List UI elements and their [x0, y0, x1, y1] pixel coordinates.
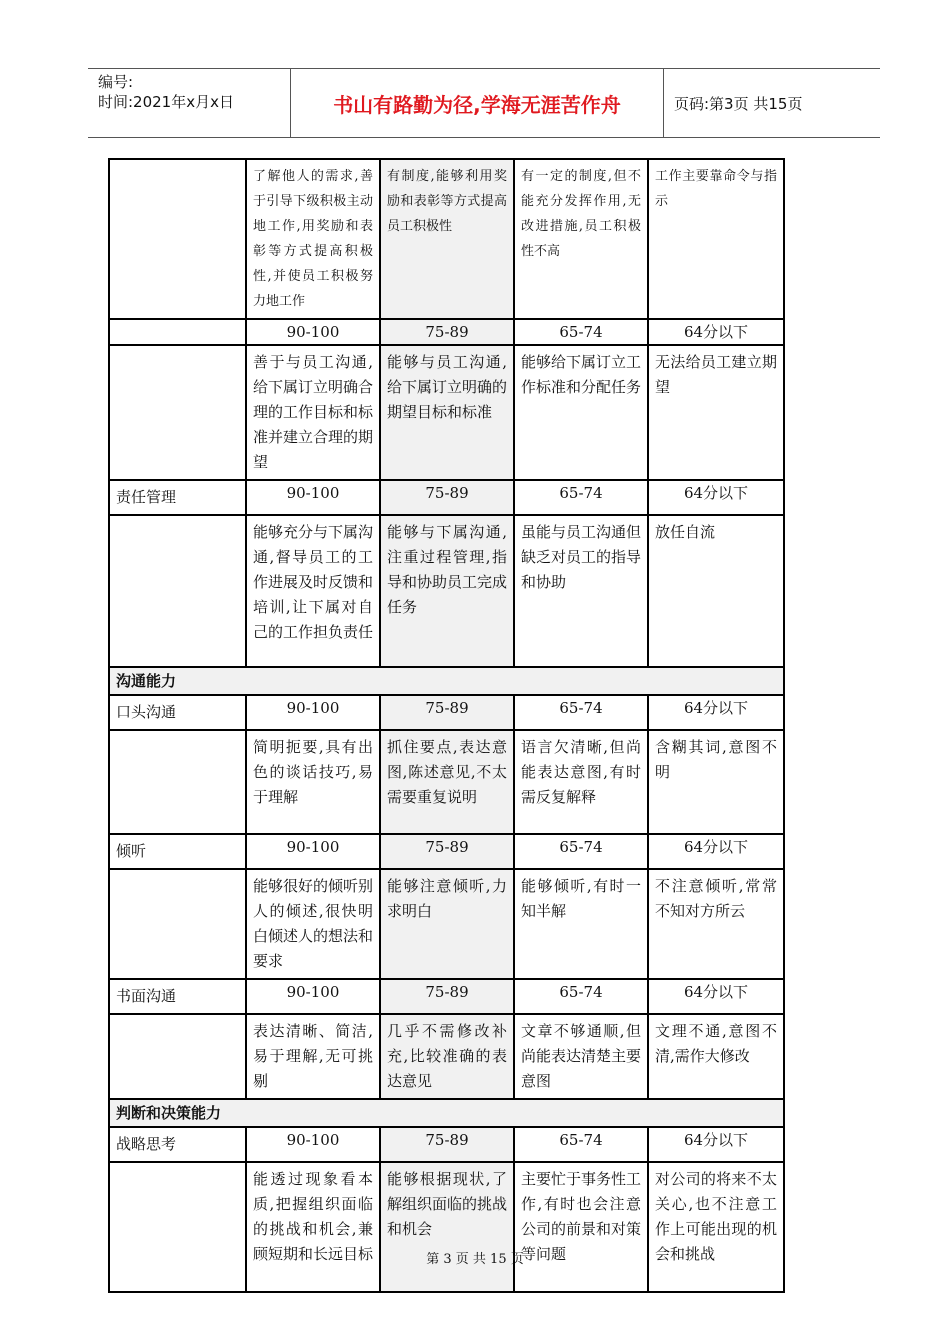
score-row — [109, 319, 784, 345]
category-heading: 沟通能力 — [109, 667, 784, 695]
criterion-label — [109, 869, 246, 979]
level-description-cell: 善于与员工沟通,给下属订立明确合理的工作目标和标准并建立合理的期望 — [246, 345, 380, 480]
score-range-cell: 75-89 — [380, 979, 514, 1014]
score-range-cell: 65-74 — [514, 979, 648, 1014]
score-row — [109, 979, 784, 1014]
score-range-cell: 90-100 — [246, 834, 380, 869]
score-range-cell: 90-100 — [246, 319, 380, 345]
document-number: 编号: — [98, 73, 134, 91]
criterion-label — [109, 345, 246, 480]
level-description-cell: 能够倾听,有时一知半解 — [514, 869, 648, 979]
level-description-cell: 语言欠清晰,但尚能表达意图,有时需反复解释 — [514, 730, 648, 834]
description-row — [109, 1162, 784, 1292]
score-range-cell: 65-74 — [514, 834, 648, 869]
score-range-cell: 75-89 — [380, 834, 514, 869]
level-description-cell: 简明扼要,具有出色的谈话技巧,易于理解 — [246, 730, 380, 834]
criterion-label: 书面沟通 — [109, 979, 246, 1014]
level-description-cell: 工作主要靠命令与指示 — [648, 159, 784, 319]
level-description-cell: 不注意倾听,常常不知对方所云 — [648, 869, 784, 979]
level-description-cell: 能够注意倾听,力求明白 — [380, 869, 514, 979]
evaluation-table — [108, 158, 785, 1293]
criterion-label — [109, 1014, 246, 1099]
score-row — [109, 834, 784, 869]
score-range-cell: 65-74 — [514, 480, 648, 515]
score-range-cell: 75-89 — [380, 480, 514, 515]
level-description-cell: 放任自流 — [648, 515, 784, 667]
level-description-cell: 文理不通,意图不清,需作大修改 — [648, 1014, 784, 1099]
level-description-cell: 有一定的制度,但不能充分发挥作用,无改进措施,员工积极性不高 — [514, 159, 648, 319]
level-description-cell: 有制度,能够利用奖励和表彰等方式提高员工积极性 — [380, 159, 514, 319]
header-motto: 书山有路勤为径,学海无涯苦作舟 — [291, 69, 664, 137]
document-time: 时间:2021年x月x日 — [98, 93, 234, 111]
description-row — [109, 159, 784, 319]
score-range-cell: 64分以下 — [648, 319, 784, 345]
score-range-cell: 90-100 — [246, 695, 380, 730]
level-description-cell: 能够很好的倾听别人的倾述,很快明白倾述人的想法和要求 — [246, 869, 380, 979]
category-row — [109, 667, 784, 695]
criterion-label: 战略思考 — [109, 1127, 246, 1162]
header-page-number: 页码:第3页 共15页 — [674, 94, 803, 113]
score-row — [109, 1127, 784, 1162]
level-description-cell: 无法给员工建立期望 — [648, 345, 784, 480]
level-description-cell: 能够根据现状,了解组织面临的挑战和机会 — [380, 1162, 514, 1292]
level-description-cell: 了解他人的需求,善于引导下级积极主动地工作,用奖励和表彰等方式提高积极性,并使员工积极努力地工作 — [246, 159, 380, 319]
score-range-cell: 90-100 — [246, 480, 380, 515]
level-description-cell: 虽能与员工沟通但缺乏对员工的指导和协助 — [514, 515, 648, 667]
score-range-cell: 75-89 — [380, 319, 514, 345]
page-footer: 第 3 页 共 15 页 — [426, 1252, 524, 1267]
level-description-cell: 主要忙于事务性工作,有时也会注意公司的前景和对策等问题 — [514, 1162, 648, 1292]
header-meta — [88, 69, 291, 137]
level-description-cell: 对公司的将来不太关心,也不注意工作上可能出现的机会和挑战 — [648, 1162, 784, 1292]
score-range-cell: 64分以下 — [648, 480, 784, 515]
level-description-cell: 表达清晰、简洁,易于理解,无可挑剔 — [246, 1014, 380, 1099]
level-description-cell: 能够给下属订立工作标准和分配任务 — [514, 345, 648, 480]
score-range-cell: 75-89 — [380, 695, 514, 730]
score-range-cell: 64分以下 — [648, 695, 784, 730]
criterion-label — [109, 515, 246, 667]
criterion-label — [109, 1162, 246, 1292]
score-range-cell: 65-74 — [514, 1127, 648, 1162]
score-range-cell: 64分以下 — [648, 1127, 784, 1162]
score-range-cell: 75-89 — [380, 1127, 514, 1162]
description-row — [109, 345, 784, 480]
category-heading: 判断和决策能力 — [109, 1099, 784, 1127]
level-description-cell: 能够与员工沟通,给下属订立明确的期望目标和标准 — [380, 345, 514, 480]
score-range-cell: 64分以下 — [648, 834, 784, 869]
level-description-cell: 抓住要点,表达意图,陈述意见,不太需要重复说明 — [380, 730, 514, 834]
criterion-label — [109, 730, 246, 834]
score-range-cell: 65-74 — [514, 319, 648, 345]
description-row — [109, 515, 784, 667]
evaluation-table-body — [109, 159, 784, 1292]
score-range-cell: 64分以下 — [648, 979, 784, 1014]
page-header — [88, 68, 880, 138]
criterion-label: 倾听 — [109, 834, 246, 869]
score-range-cell: 90-100 — [246, 979, 380, 1014]
level-description-cell: 能透过现象看本质,把握组织面临的挑战和机会,兼顾短期和长远目标 — [246, 1162, 380, 1292]
level-description-cell: 能够与下属沟通,注重过程管理,指导和协助员工完成任务 — [380, 515, 514, 667]
score-range-cell: 65-74 — [514, 695, 648, 730]
level-description-cell: 能够充分与下属沟通,督导员工的工作进展及时反馈和培训,让下属对自己的工作担负责任 — [246, 515, 380, 667]
level-description-cell: 文章不够通顺,但尚能表达清楚主要意图 — [514, 1014, 648, 1099]
score-row — [109, 480, 784, 515]
description-row — [109, 1014, 784, 1099]
level-description-cell: 含糊其词,意图不明 — [648, 730, 784, 834]
criterion-label — [109, 319, 246, 345]
criterion-label — [109, 159, 246, 319]
criterion-label: 责任管理 — [109, 480, 246, 515]
score-row — [109, 695, 784, 730]
level-description-cell: 几乎不需修改补充,比较准确的表达意见 — [380, 1014, 514, 1099]
category-row — [109, 1099, 784, 1127]
score-range-cell: 90-100 — [246, 1127, 380, 1162]
description-row — [109, 869, 784, 979]
description-row — [109, 730, 784, 834]
criterion-label: 口头沟通 — [109, 695, 246, 730]
